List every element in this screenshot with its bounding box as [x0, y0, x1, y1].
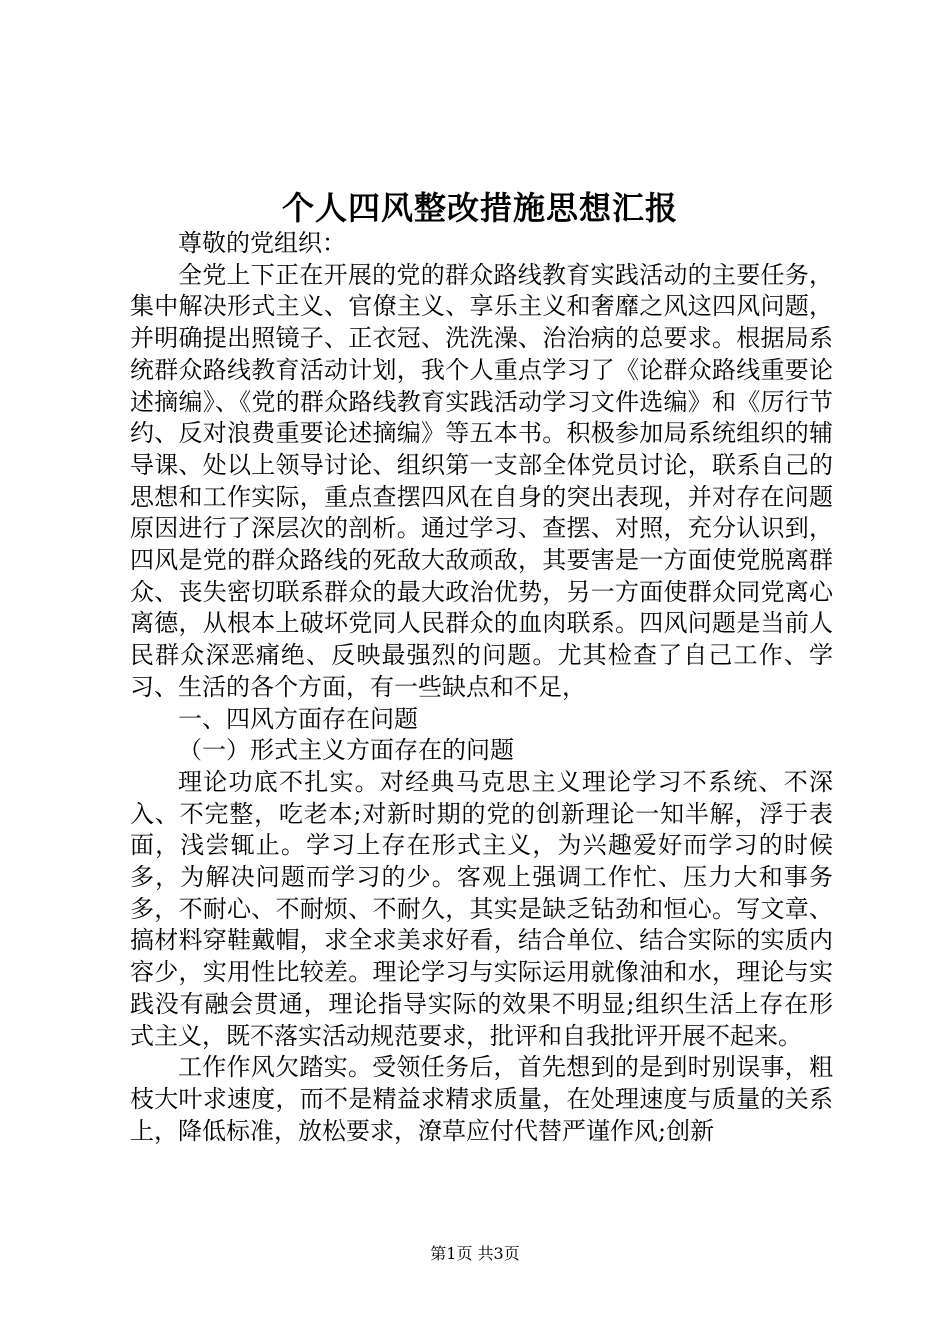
section-heading: 一、四风方面存在问题: [178, 704, 418, 733]
subsection-heading: （一）形式主义方面存在的问题: [178, 736, 514, 765]
paragraph-work-style: 工作作风欠踏实。受领任务后，首先想到的是到时别误事，粗枝大叶求速度，而不是精益求精求质量，在处理速度与质量的关系上，降低标准，放松要求，潦草应付代替严谨作风;创新: [130, 1053, 833, 1145]
document-title: 个人四风整改措施思想汇报: [281, 189, 678, 227]
salutation: 尊敬的党组织：: [178, 229, 346, 257]
paragraph-theory: 理论功底不扎实。对经典马克思主义理论学习不系统、不深入、不完整，吃老本;对新时期的党的创新理论一知半解，浮于表面，浅尝辄止。学习上存在形式主义，为兴趣爱好而学习的时候多，为解决问题而学习的少。客观上强调工作忙、压力大和事务多，不耐心、不耐烦、不耐久，其实是缺乏钻劲和恒心。写文章、搞材料穿鞋戴帽，求全求美求好看，结合单位、结合实际的实质内容少，实用性比较差。理论学习与实际运用就像油和水，理论与实践没有融会贯通，理论指导实际的效果不明显;组织生活上存在形式主义，既不落实活动规范要求，批评和自我批评开展不起来。: [130, 767, 833, 1050]
paragraph-intro: 全党上下正在开展的党的群众路线教育实践活动的主要任务，集中解决形式主义、官僚主义、享乐主义和奢靡之风这四风问题，并明确提出照镜子、正衣冠、洗洗澡、治治病的总要求。根据局系统群众路线教育活动计划，我个人重点学习了《论群众路线重要论述摘编》、《党的群众路线教育实践活动学习文件选编》和《厉行节约、反对浪费重要论述摘编》等五本书。积极参加局系统组织的辅导课、处以上领导讨论、组织第一支部全体党员讨论，联系自己的思想和工作实际，重点查摆四风在自身的突出表现，并对存在问题原因进行了深层次的剖析。通过学习、查摆、对照，充分认识到，四风是党的群众路线的死敌大敌顽敌，其要害是一方面使党脱离群众、丧失密切联系群众的最大政治优势，另一方面使群众同党离心离德，从根本上破坏党同人民群众的血肉联系。四风问题是当前人民群众深恶痛绝、反映最强烈的问题。尤其检查了自己工作、学习、生活的各个方面，有一些缺点和不足，: [130, 260, 833, 701]
document-body: [130, 228, 833, 1147]
page-number-footer: 第1页 共3页: [430, 1244, 520, 1263]
